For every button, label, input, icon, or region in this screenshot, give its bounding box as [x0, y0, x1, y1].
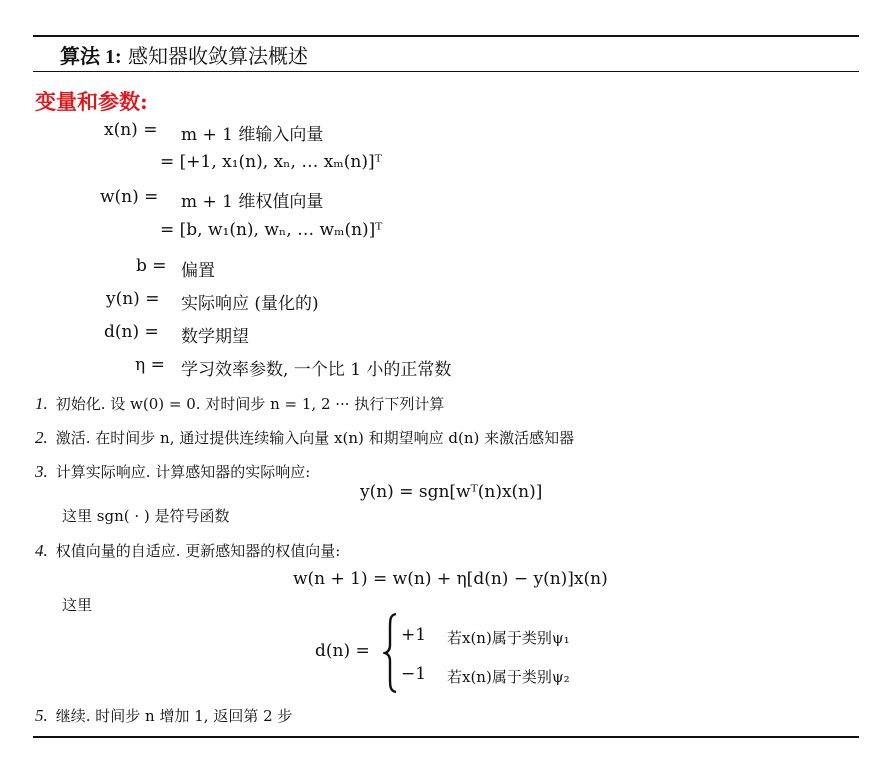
step-1: [35, 393, 444, 414]
case-2-condition: 若x(n)属于类别ψ₂: [447, 668, 570, 686]
step-text: 激活. 在时间步 n, 通过提供连续输入向量 x(n) 和期望响应 d(n) 来激活感知器: [55, 429, 575, 447]
b-def-lhs: b =: [136, 256, 167, 276]
algorithm-label: 算法 1:: [60, 46, 122, 68]
section-heading: 变量和参数:: [35, 89, 148, 114]
piecewise-lhs: d(n) =: [315, 641, 370, 661]
case-1-value: +1: [401, 625, 427, 645]
step-number: 5.: [35, 706, 48, 725]
step-text: 初始化. 设 w(0) = 0. 对时间步 n = 1, 2 ··· 执行下列计算: [55, 395, 445, 413]
y-def-rhs: 实际响应 (量化的): [181, 294, 319, 314]
step-4-equation: w(n + 1) = w(n) + η[d(n) − y(n)]x(n): [293, 569, 608, 589]
d-def-lhs: d(n) =: [104, 322, 159, 342]
x-def-line1: m + 1 维输入向量: [181, 125, 324, 145]
eta-def-lhs: η =: [135, 355, 165, 375]
eta-def-rhs: 学习效率参数, 一个比 1 小的正常数: [181, 360, 452, 380]
w-def-line2: = [b, w₁(n), wₙ, … wₘ(n)]ᵀ: [160, 220, 383, 240]
title-rule: [33, 71, 859, 72]
step-text: 继续. 时间步 n 增加 1, 返回第 2 步: [55, 707, 293, 725]
case-2-value: −1: [401, 664, 427, 684]
x-def-lhs: x(n) =: [104, 120, 158, 140]
step-text: 计算实际响应. 计算感知器的实际响应:: [55, 463, 311, 481]
step-number: 1.: [35, 394, 48, 413]
step-number: 4.: [35, 541, 48, 560]
step-3-equation: y(n) = sgn[wᵀ(n)x(n)]: [360, 482, 543, 502]
d-def-rhs: 数学期望: [181, 327, 249, 347]
algorithm-title: [60, 40, 308, 69]
x-def-line2: = [+1, x₁(n), xₙ, … xₘ(n)]ᵀ: [160, 152, 382, 172]
left-brace: [383, 612, 399, 694]
step-text: 权值向量的自适应. 更新感知器的权值向量:: [55, 542, 341, 560]
step-4: [35, 540, 340, 561]
step-3-note: 这里 sgn( · ) 是符号函数: [62, 507, 230, 525]
step-3: [35, 461, 310, 482]
step-4-note: 这里: [62, 596, 93, 614]
step-number: 2.: [35, 428, 48, 447]
step-2: [35, 427, 574, 448]
bottom-rule: [33, 736, 859, 738]
w-def-lhs: w(n) =: [100, 187, 159, 207]
step-5: [35, 705, 292, 726]
algorithm-title-text: 感知器收敛算法概述: [128, 44, 309, 68]
y-def-lhs: y(n) =: [106, 289, 160, 309]
step-number: 3.: [35, 462, 48, 481]
w-def-line1: m + 1 维权值向量: [181, 192, 324, 212]
b-def-rhs: 偏置: [181, 261, 215, 281]
case-1-condition: 若x(n)属于类别ψ₁: [447, 629, 570, 647]
top-rule: [33, 35, 859, 37]
